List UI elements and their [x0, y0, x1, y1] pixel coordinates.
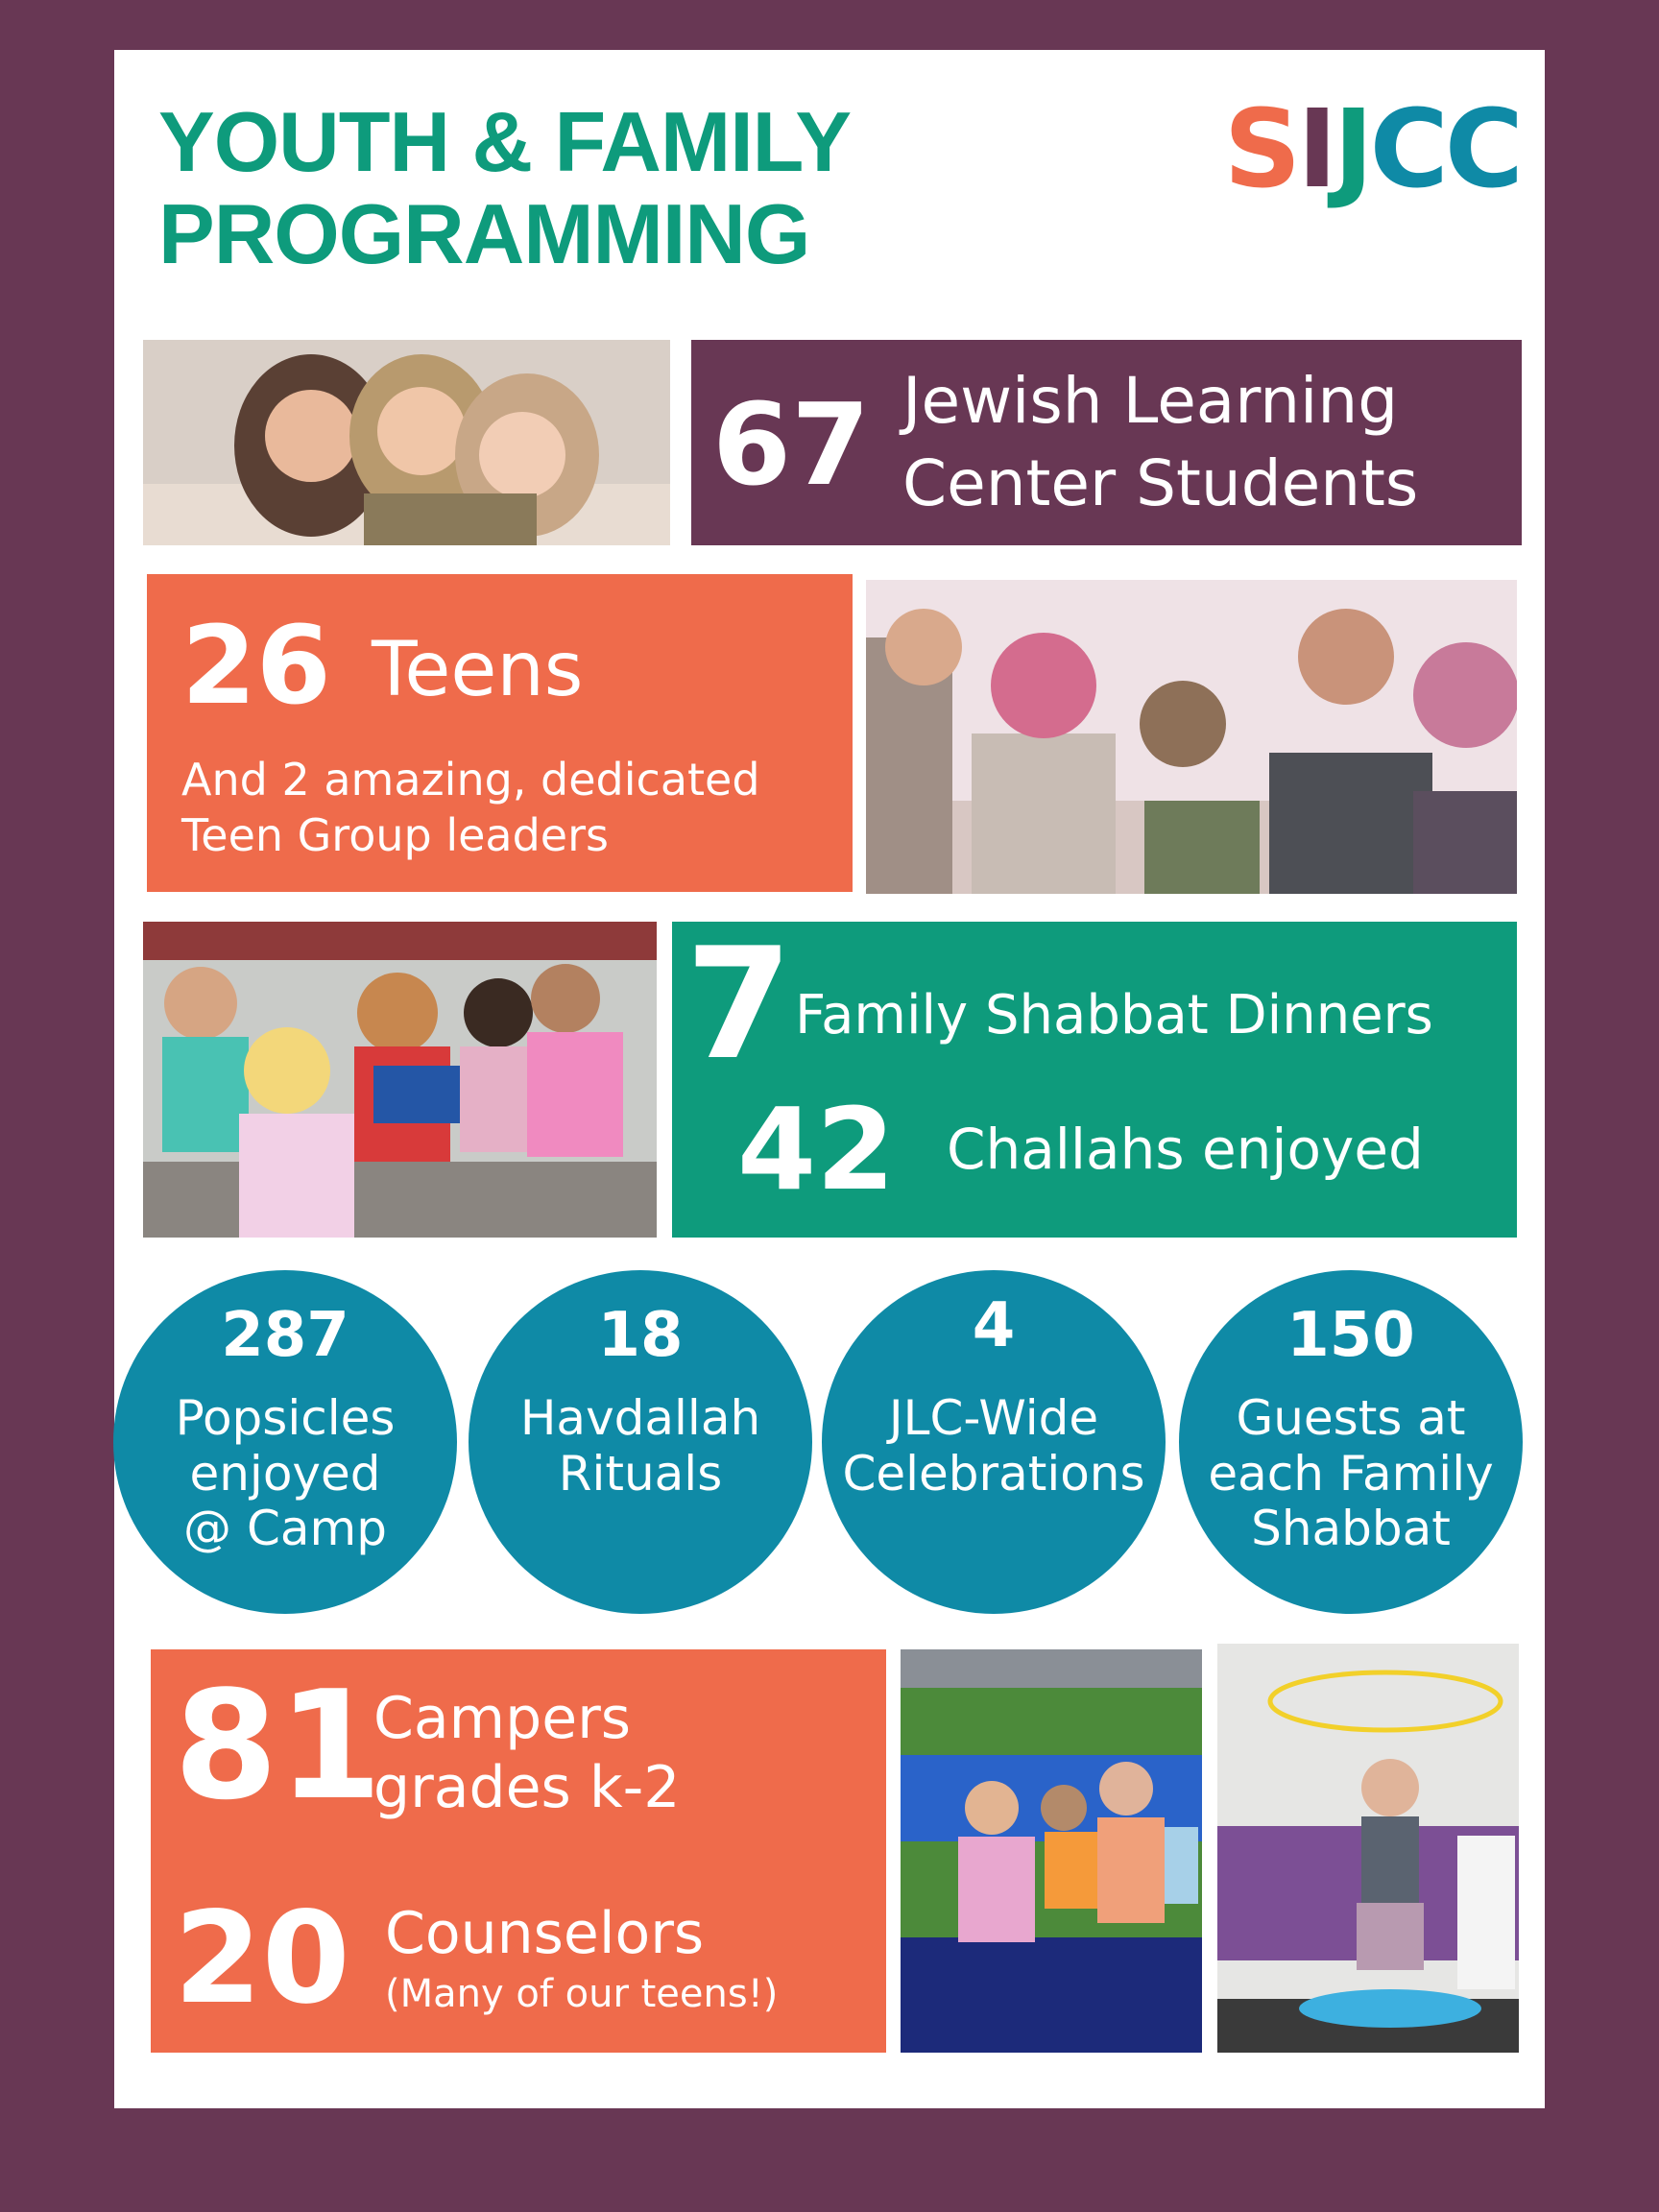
- circle-number: 150: [1286, 1300, 1415, 1371]
- stat-circle-popsicles: [113, 1270, 457, 1614]
- campers-label-line2: grades k-2: [373, 1754, 681, 1821]
- sijcc-logo: [1223, 87, 1520, 212]
- teens-sub-line2: Teen Group leaders: [181, 809, 609, 861]
- stat-circle-celebrations: [822, 1270, 1166, 1614]
- bubble-photo: [1217, 1644, 1519, 2053]
- shabbat-dinners-box: [672, 914, 1517, 1238]
- circle-label-line: JLC-Wide: [888, 1390, 1099, 1446]
- counselors-label: Counselors: [385, 1900, 705, 1967]
- circle-label: [822, 1391, 1166, 1502]
- shabbat-number: 7: [685, 914, 793, 1094]
- circle-label-line: Guests at: [1236, 1390, 1466, 1446]
- camp-box: [151, 1649, 886, 2053]
- teens-number: 26: [181, 604, 331, 729]
- shabbat-label: Family Shabbat Dinners: [795, 984, 1433, 1046]
- counselors-number: 20: [174, 1885, 350, 2032]
- circle-number: 287: [221, 1300, 349, 1371]
- circle-label-line: Shabbat: [1251, 1501, 1451, 1556]
- jlc-number: 67: [712, 378, 871, 511]
- circle-label-line: enjoyed: [189, 1445, 381, 1502]
- teens-box: [147, 574, 853, 892]
- logo-letter-j: J: [1333, 87, 1370, 212]
- challahs-label: Challahs enjoyed: [947, 1117, 1424, 1182]
- circle-label: [469, 1391, 812, 1502]
- circle-label-line: @ Camp: [183, 1501, 387, 1556]
- kids-photo-1: [143, 340, 670, 545]
- jlc-label-line1: Jewish Learning: [902, 364, 1399, 438]
- jlc-students-box: [691, 340, 1522, 545]
- kids-photo-2: [143, 922, 657, 1238]
- circle-number: 4: [972, 1290, 1016, 1361]
- title-line-1: YOUTH & FAMILY: [158, 94, 852, 189]
- title-line-2: PROGRAMMING: [158, 186, 810, 281]
- circle-label-line: Havdallah: [519, 1390, 761, 1446]
- circle-label-line: Popsicles: [175, 1390, 396, 1446]
- campers-number: 81: [174, 1658, 383, 1833]
- circle-label-line: Rituals: [558, 1445, 723, 1502]
- circle-label: [1179, 1391, 1523, 1557]
- circle-label: [113, 1391, 457, 1557]
- teens-photo: [866, 580, 1517, 894]
- page-title: [158, 96, 851, 280]
- circle-label-line: each Family: [1208, 1445, 1494, 1502]
- counselors-note: (Many of our teens!): [385, 1972, 779, 2016]
- teens-sub-line1: And 2 amazing, dedicated: [181, 754, 760, 805]
- logo-letter-s: S: [1223, 87, 1298, 212]
- jlc-label-line2: Center Students: [902, 446, 1419, 520]
- stat-circle-havdallah: [469, 1270, 812, 1614]
- logo-letter-i: I: [1297, 87, 1334, 212]
- circle-number: 18: [597, 1300, 684, 1371]
- challahs-number: 42: [737, 1083, 896, 1215]
- teens-label: Teens: [372, 627, 584, 713]
- logo-letters-cc: CC: [1369, 87, 1520, 212]
- camp-pool-photo: [901, 1649, 1202, 2053]
- stat-circle-guests: [1179, 1270, 1523, 1614]
- campers-label-line1: Campers: [373, 1685, 632, 1752]
- circle-label-line: Celebrations: [842, 1445, 1145, 1502]
